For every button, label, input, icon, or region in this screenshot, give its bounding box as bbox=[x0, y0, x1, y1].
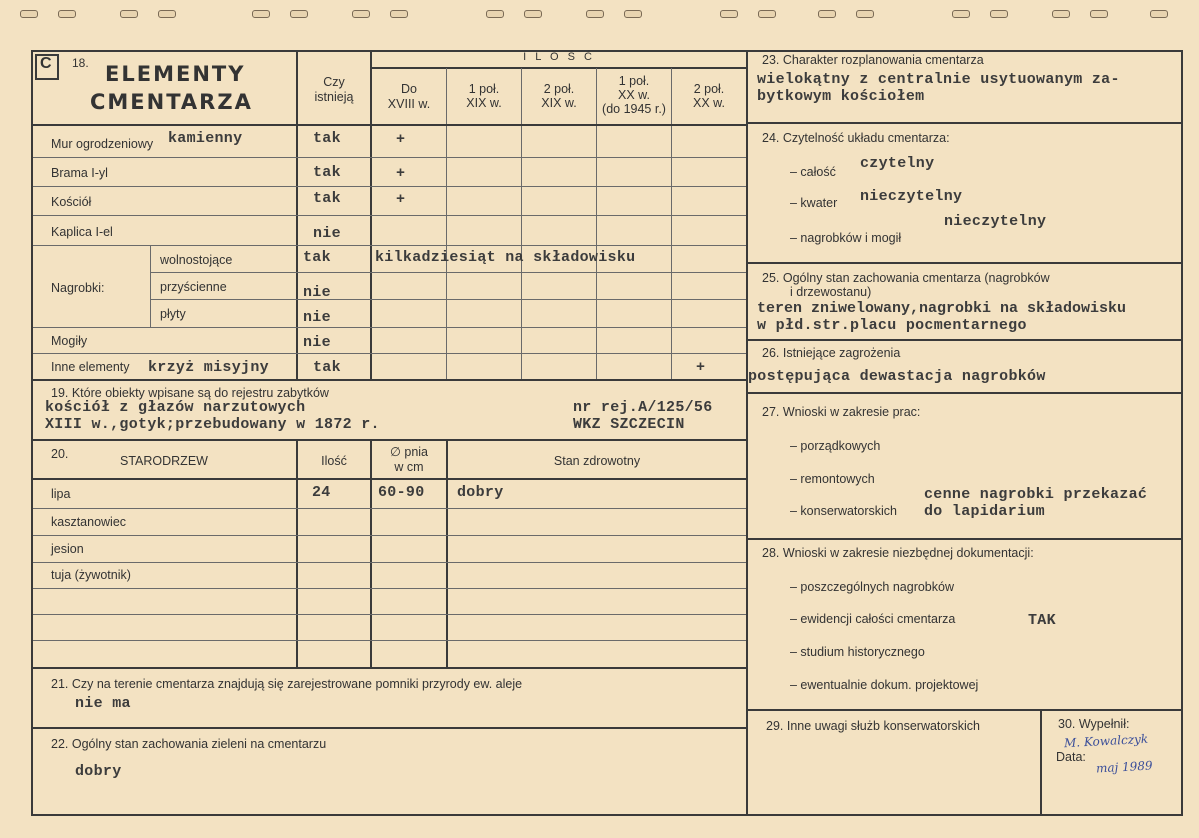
punch-mark bbox=[758, 10, 776, 18]
field-label: – kwater bbox=[790, 196, 838, 210]
divider bbox=[446, 68, 447, 380]
typed-value: tak bbox=[303, 249, 331, 266]
frame-line bbox=[31, 50, 33, 816]
divider bbox=[746, 262, 1182, 264]
punch-mark bbox=[952, 10, 970, 18]
row-label: Mogiły bbox=[51, 334, 88, 348]
divider bbox=[31, 439, 748, 441]
field-label: – konserwatorskich bbox=[790, 504, 897, 518]
typed-value: kamienny bbox=[168, 130, 243, 147]
field-label: 23. Charakter rozplanowania cmentarza bbox=[762, 53, 984, 67]
tree-name: tuja (żywotnik) bbox=[51, 568, 131, 582]
handwritten-date: maj 1989 bbox=[1095, 758, 1153, 776]
field-label: – porządkowych bbox=[790, 439, 881, 453]
field-label: – poszczególnych nagrobków bbox=[790, 580, 954, 594]
col-header: Czy istnieją bbox=[314, 75, 354, 104]
divider bbox=[31, 124, 748, 126]
frame-line bbox=[31, 814, 748, 816]
typed-value: nie bbox=[313, 225, 341, 242]
section-title: STARODRZEW bbox=[120, 454, 208, 468]
row-label: Brama I-yl bbox=[51, 166, 108, 180]
frame-line bbox=[1181, 50, 1183, 816]
frame-line bbox=[746, 50, 1182, 52]
row-line bbox=[33, 327, 746, 328]
punch-mark bbox=[720, 10, 738, 18]
punch-mark bbox=[624, 10, 642, 18]
typed-value: do lapidarium bbox=[924, 503, 1045, 520]
row-line bbox=[33, 614, 746, 615]
typed-value: tak bbox=[313, 190, 341, 207]
field-label: 27. Wnioski w zakresie prac: bbox=[762, 405, 921, 419]
divider bbox=[746, 392, 1182, 394]
row-line bbox=[33, 353, 746, 354]
field-label: – ewidencji całości cmentarza bbox=[790, 612, 956, 626]
divider bbox=[746, 122, 1182, 124]
row-line bbox=[33, 588, 746, 589]
divider bbox=[746, 339, 1182, 341]
punch-mark bbox=[990, 10, 1008, 18]
punch-mark bbox=[120, 10, 138, 18]
punch-mark bbox=[524, 10, 542, 18]
row-label: przyścienne bbox=[160, 280, 227, 294]
divider bbox=[746, 709, 1182, 711]
field-label: 21. Czy na terenie cmentarza znajdują się zarejestrowane pomniki przyrody ew. aleje bbox=[51, 677, 523, 691]
divider bbox=[521, 68, 522, 380]
typed-value: wielokątny z centralnie usytuowanym za- bbox=[757, 71, 1120, 88]
row-label: Nagrobki: bbox=[51, 281, 105, 295]
section-letter: C bbox=[40, 55, 52, 72]
typed-value: kościół z głazów narzutowych bbox=[45, 399, 306, 416]
punch-mark bbox=[252, 10, 270, 18]
punch-mark bbox=[586, 10, 604, 18]
divider bbox=[1040, 709, 1042, 815]
typed-value: w płd.str.placu pocmentarnego bbox=[757, 317, 1027, 334]
punch-mark bbox=[390, 10, 408, 18]
col-header: 1 poł. XX w. (do 1945 r.) bbox=[602, 74, 666, 116]
divider bbox=[150, 245, 151, 327]
row-line bbox=[33, 562, 746, 563]
typed-mark: + bbox=[696, 359, 706, 376]
field-label: 28. Wnioski w zakresie niezbędnej dokumentacji: bbox=[762, 546, 1034, 560]
typed-value: dobry bbox=[75, 763, 122, 780]
typed-value: tak bbox=[313, 164, 341, 181]
punch-mark bbox=[818, 10, 836, 18]
field-label: – całość bbox=[790, 165, 836, 179]
typed-mark: + bbox=[396, 131, 406, 148]
field-label: 29. Inne uwagi służb konserwatorskich bbox=[766, 719, 981, 733]
row-label: płyty bbox=[160, 307, 186, 321]
field-label: – remontowych bbox=[790, 472, 875, 486]
col-header: 1 poł. XIX w. bbox=[466, 82, 502, 110]
typed-value: nie bbox=[303, 284, 331, 301]
col-header: Ilość bbox=[321, 454, 347, 468]
row-line bbox=[150, 272, 746, 273]
typed-value: krzyż misyjny bbox=[148, 359, 269, 376]
row-line bbox=[33, 508, 746, 509]
field-label: 22. Ogólny stan zachowania zieleni na cmentarzu bbox=[51, 737, 327, 751]
divider bbox=[671, 68, 672, 380]
typed-value: TAK bbox=[1028, 612, 1056, 629]
field-label: 25. Ogólny stan zachowania cmentarza (nagrobków bbox=[762, 271, 1050, 285]
punch-mark bbox=[58, 10, 76, 18]
field-label: – nagrobków i mogił bbox=[790, 231, 902, 245]
tree-name: lipa bbox=[51, 487, 71, 501]
typed-value: nieczytelny bbox=[860, 188, 963, 205]
punch-mark bbox=[20, 10, 38, 18]
field-label: Data: bbox=[1056, 750, 1086, 764]
tree-name: jesion bbox=[51, 542, 84, 556]
tree-name: kasztanowiec bbox=[51, 515, 127, 529]
field-label: – ewentualnie dokum. projektowej bbox=[790, 678, 979, 692]
typed-value: nie bbox=[303, 309, 331, 326]
typed-value: czytelny bbox=[860, 155, 935, 172]
typed-value: nieczytelny bbox=[944, 213, 1047, 230]
punch-mark bbox=[1150, 10, 1168, 18]
row-label: Kaplica I-el bbox=[51, 225, 113, 239]
section-number: 20. bbox=[51, 447, 69, 461]
row-line bbox=[33, 535, 746, 536]
section-title: ELEMENTY bbox=[105, 62, 246, 86]
row-label: Kościół bbox=[51, 195, 92, 209]
field-label: 30. Wypełnił: bbox=[1058, 717, 1130, 731]
punch-mark bbox=[1052, 10, 1070, 18]
typed-value: XIII w.,gotyk;przebudowany w 1872 r. bbox=[45, 416, 380, 433]
col-header: I L O Ś Ć bbox=[523, 51, 595, 63]
col-header: 2 poł. XX w. bbox=[693, 82, 725, 110]
frame-line bbox=[746, 814, 1183, 816]
field-label: – studium historycznego bbox=[790, 645, 925, 659]
row-label: Inne elementy bbox=[51, 360, 130, 374]
field-label: 26. Istniejące zagrożenia bbox=[762, 346, 901, 360]
typed-value: postępująca dewastacja nagrobków bbox=[748, 368, 1046, 385]
divider bbox=[31, 478, 748, 480]
typed-value: WKZ SZCZECIN bbox=[573, 416, 685, 433]
typed-value: nie ma bbox=[75, 695, 131, 712]
typed-value: tak bbox=[313, 359, 341, 376]
punch-mark bbox=[856, 10, 874, 18]
divider bbox=[370, 67, 747, 69]
row-line bbox=[33, 245, 746, 246]
punch-mark bbox=[352, 10, 370, 18]
divider bbox=[446, 439, 448, 669]
row-line bbox=[33, 186, 746, 187]
typed-value: nr rej.A/125/56 bbox=[573, 399, 713, 416]
punch-mark bbox=[290, 10, 308, 18]
col-header: 2 poł. XIX w. bbox=[541, 82, 577, 110]
col-header: Do XVIII w. bbox=[387, 82, 431, 111]
typed-value: cenne nagrobki przekazać bbox=[924, 486, 1148, 503]
field-label: 19. Które obiekty wpisane są do rejestru zabytków bbox=[51, 386, 329, 400]
punch-mark bbox=[158, 10, 176, 18]
col-header: ∅ pnia w cm bbox=[390, 445, 428, 474]
signature: M. Kowalczyk bbox=[1063, 731, 1149, 751]
typed-value: tak bbox=[313, 130, 341, 147]
typed-value: teren zniwelowany,nagrobki na składowisku bbox=[757, 300, 1127, 317]
section-number: 18. bbox=[72, 56, 89, 70]
typed-mark: + bbox=[396, 191, 406, 208]
row-label: Mur ogrodzeniowy bbox=[51, 137, 154, 151]
field-label: i drzewostanu) bbox=[790, 285, 872, 299]
typed-mark: + bbox=[396, 165, 406, 182]
divider bbox=[31, 667, 748, 669]
divider bbox=[31, 727, 748, 729]
row-line bbox=[33, 640, 746, 641]
divider bbox=[31, 379, 748, 381]
punch-mark bbox=[1090, 10, 1108, 18]
typed-value: 24 bbox=[312, 484, 331, 501]
typed-value: 60-90 bbox=[378, 484, 425, 501]
row-line bbox=[150, 299, 746, 300]
divider bbox=[296, 439, 298, 669]
punch-mark bbox=[486, 10, 504, 18]
row-label: wolnostojące bbox=[160, 253, 233, 267]
typed-value: bytkowym kościołem bbox=[757, 88, 925, 105]
col-header: Stan zdrowotny bbox=[553, 454, 641, 468]
row-line bbox=[33, 157, 746, 158]
typed-value: dobry bbox=[457, 484, 504, 501]
field-label: 24. Czytelność układu cmentarza: bbox=[762, 131, 950, 145]
row-line bbox=[33, 215, 746, 216]
typed-note: kilkadziesiąt na składowisku bbox=[375, 249, 636, 266]
section-title: CMENTARZA bbox=[90, 90, 253, 114]
typed-value: nie bbox=[303, 334, 331, 351]
divider bbox=[746, 538, 1182, 540]
frame-line bbox=[746, 50, 748, 816]
